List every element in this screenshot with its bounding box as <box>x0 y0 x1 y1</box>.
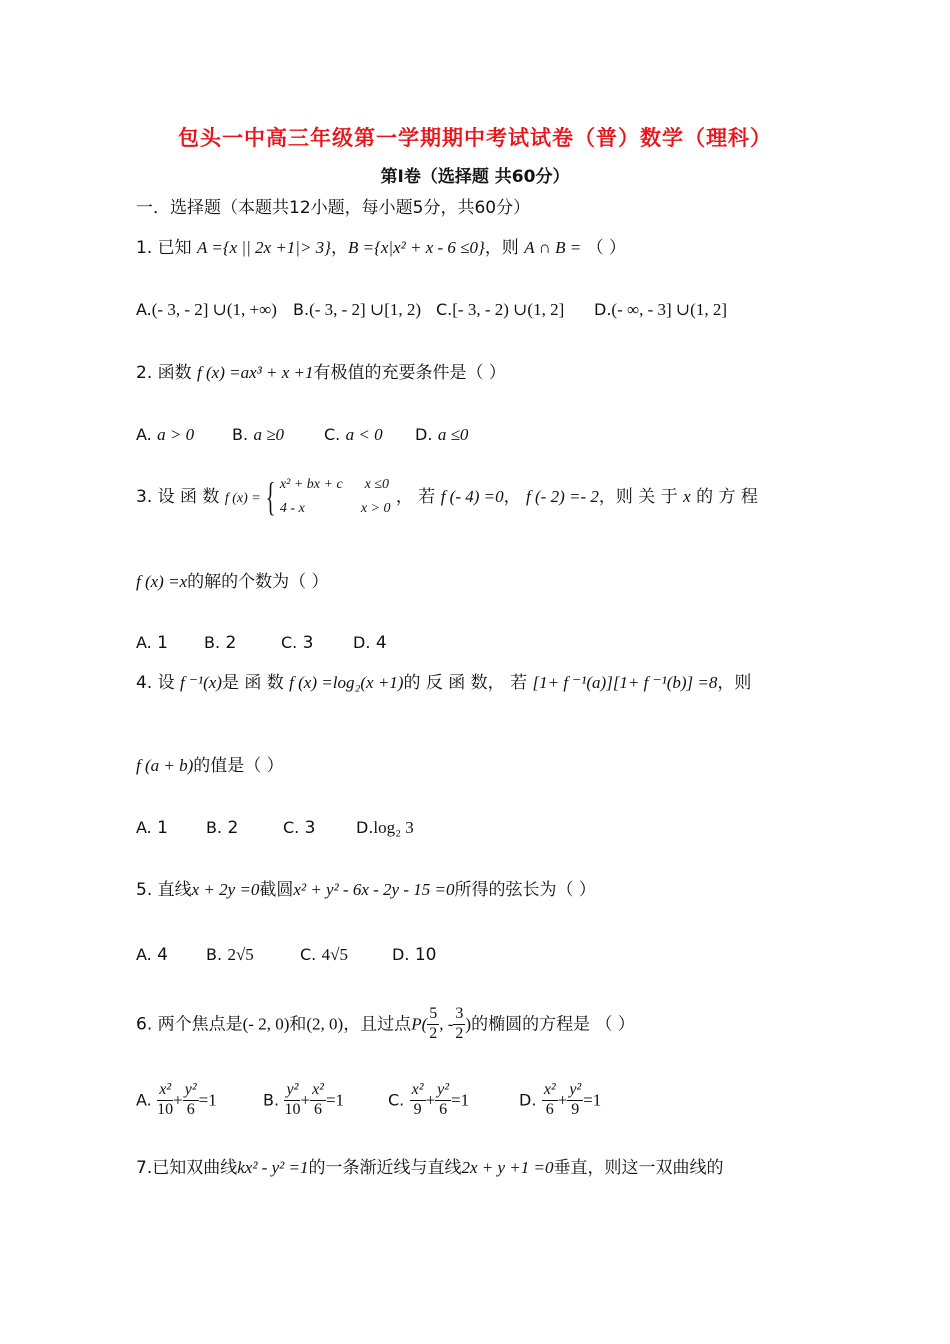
q3-equation: f (x) =x <box>136 572 188 591</box>
option-label: D. <box>392 945 410 964</box>
option-label: C. <box>300 945 317 964</box>
frac-num: x² <box>310 1082 326 1101</box>
q3-mid2: ， <box>503 487 521 507</box>
q4-cond: [1+ f ⁻¹(a)][1+ f ⁻¹(b)] =8 <box>532 673 718 692</box>
frac-eq: =1 <box>583 1090 602 1110</box>
q1-option-c <box>436 300 564 320</box>
q3-mid3: ，则 关 于 <box>598 487 678 507</box>
frac-den: 2 <box>429 1024 438 1042</box>
q5-prefix: 5. 直线 <box>136 880 192 900</box>
q2-suffix: 有极值的充要条件是（ ） <box>313 363 506 383</box>
q3-case2: 4 - x <box>279 501 305 516</box>
q7-suffix: 垂直，则这一双曲线的 <box>553 1158 724 1178</box>
option-label: A. <box>136 425 152 444</box>
q6-prefix: 6. 两个焦点是 <box>136 1014 243 1035</box>
frac-term-2 <box>435 1082 451 1119</box>
option-label: A. <box>136 633 152 652</box>
q5-line: x + 2y =0 <box>191 880 260 899</box>
question-4-cont <box>136 756 284 776</box>
option-label: B. <box>204 633 221 652</box>
frac-num: x² <box>542 1082 558 1101</box>
frac-num: 5 <box>427 1006 439 1025</box>
frac-den: 6 <box>439 1100 448 1118</box>
frac-den: 10 <box>157 1100 174 1118</box>
q3-cond-b: f (- 2) =- 2 <box>526 487 599 506</box>
frac-den: 6 <box>314 1100 323 1118</box>
q1-sep1: ， <box>330 238 348 258</box>
frac-term-1 <box>157 1082 173 1119</box>
option-text: (- ∞, - 3] ∪(1, 2] <box>611 300 727 319</box>
frac-num: 3 <box>453 1006 465 1025</box>
option-label: A. <box>136 300 152 319</box>
option-text: 4√5 <box>321 945 349 964</box>
question-3 <box>136 473 758 521</box>
option-text: [- 3, - 2) ∪(1, 2] <box>452 300 565 319</box>
q4-option-b <box>206 818 238 838</box>
q1-blank: （ ） <box>586 238 626 258</box>
frac-den: 2 <box>455 1024 464 1042</box>
q5-mid: 截圆 <box>259 880 294 900</box>
frac-num: y² <box>183 1082 199 1101</box>
option-label: B. <box>206 818 223 837</box>
exam-title: 包头一中高三年级第一学期期中考试试卷（普）数学（理科） <box>178 126 772 150</box>
frac-term-2 <box>183 1082 199 1119</box>
q4-prefix: 4. 设 <box>136 673 175 693</box>
option-label: D. <box>594 300 612 319</box>
q4-option-d <box>356 818 414 838</box>
frac-eq: =1 <box>198 1090 217 1110</box>
q4-mid2: 的 反 函 数， 若 <box>403 673 528 693</box>
q6-point-head: P( <box>411 1014 428 1034</box>
q4-expr: f (a + b) <box>136 756 194 775</box>
option-label: B. <box>293 300 310 319</box>
q6-suffix: 的椭圆的方程是 （ ） <box>471 1014 635 1035</box>
q6-point-tail: ) <box>465 1014 472 1034</box>
q6-mid: ，且过点 <box>343 1014 412 1035</box>
q3-cond2: x > 0 <box>360 501 391 516</box>
q3-line2-text: 的解的个数为（ ） <box>187 572 329 592</box>
option-text: a ≥0 <box>253 425 285 444</box>
option-label: B. <box>206 945 223 964</box>
option-text: (- 3, - 2] ∪[1, 2) <box>309 300 422 319</box>
q7-hyperbola: kx² - y² =1 <box>237 1158 309 1177</box>
q6-option-b: B. $\frac{\text{y²}}{10}$ + $\frac{\text{x²}}{6}$ =1 <box>263 1081 345 1118</box>
q2-option-c <box>324 425 383 445</box>
option-text: a < 0 <box>345 425 383 444</box>
q3-mid1: ， 若 <box>395 487 436 507</box>
q3-option-d <box>353 633 387 653</box>
q7-line: 2x + y +1 =0 <box>461 1158 554 1177</box>
frac-term-1 <box>542 1082 558 1119</box>
question-2 <box>136 363 506 383</box>
q6-comma: , - <box>439 1014 454 1034</box>
q1-option-a <box>136 300 277 320</box>
option-label: A. <box>136 818 152 837</box>
q1-sep2: ，则 <box>484 238 519 258</box>
q3-cond-a: f (- 4) =0 <box>440 487 504 506</box>
q3-option-c <box>281 633 314 653</box>
q3-option-b <box>204 633 236 653</box>
q1-option-b <box>293 300 421 320</box>
q4-inverse: f ⁻¹(x) <box>180 673 222 692</box>
option-text: a > 0 <box>157 425 195 444</box>
q6-and: 和 <box>289 1014 307 1035</box>
question-7 <box>136 1158 723 1178</box>
q3-func-head: f (x) = <box>224 491 261 506</box>
frac-den: 9 <box>571 1100 580 1118</box>
q6-py-frac <box>453 1006 465 1043</box>
q4-func: f (x) =log₂(x +1) <box>289 673 404 692</box>
question-1 <box>136 238 626 258</box>
frac-eq: =1 <box>325 1090 345 1110</box>
q3-var: x <box>683 487 691 506</box>
option-text: 1 <box>157 633 168 653</box>
q3-prefix: 3. 设 函 数 <box>136 487 220 507</box>
q4-line2-text: 的值是（ ） <box>193 756 284 776</box>
q5-option-a <box>136 945 168 965</box>
q5-option-d <box>392 945 436 965</box>
q5-option-c <box>300 945 348 965</box>
option-label: C. <box>324 425 341 444</box>
option-label: D. <box>356 818 374 837</box>
piecewise-brace: { <box>265 474 276 519</box>
frac-den: 9 <box>413 1100 422 1118</box>
q2-prefix: 2. 函数 <box>136 363 192 383</box>
option-label: D. <box>353 633 371 652</box>
q6-option-d: D. $\frac{\text{x²}}{6}$ + $\frac{\text{y²}}{9}$ =1 <box>519 1081 602 1118</box>
q5-option-b <box>206 945 254 965</box>
q2-option-a <box>136 425 194 445</box>
question-3-cont <box>136 572 329 592</box>
q3-cond1: x ≤0 <box>364 477 390 492</box>
option-text: a ≤0 <box>437 425 469 444</box>
q1-expr: A ∩ B = <box>524 238 582 257</box>
frac-term-1 <box>410 1082 426 1119</box>
option-text: 3 <box>304 818 316 838</box>
frac-num: y² <box>567 1082 583 1101</box>
option-text: (- 3, - 2] ∪(1, +∞) <box>151 300 277 319</box>
q2-func: f (x) =ax³ + x +1 <box>197 363 314 382</box>
q4-option-c <box>283 818 316 838</box>
option-label: C. <box>283 818 300 837</box>
q1-prefix: 1. 已知 <box>136 238 192 258</box>
option-label: A. <box>136 1090 152 1110</box>
option-label: B. <box>263 1090 280 1110</box>
option-text: log₂ 3 <box>373 818 414 837</box>
q3-option-a <box>136 633 168 653</box>
option-label: C. <box>388 1090 405 1110</box>
frac-term-1 <box>284 1082 300 1119</box>
frac-num: x² <box>157 1082 173 1101</box>
option-text: 4 <box>375 633 387 653</box>
q4-tail: ，则 <box>717 673 752 693</box>
q6-focus2: (2, 0) <box>306 1014 344 1034</box>
question-4 <box>136 673 751 693</box>
option-label: D. <box>415 425 433 444</box>
q7-mid: 的一条渐近线与直线 <box>308 1158 462 1178</box>
q4-mid1: 是 函 数 <box>221 673 284 693</box>
option-text: 3 <box>302 633 314 653</box>
q3-tail: 的 方 程 <box>696 487 758 507</box>
frac-num: y² <box>284 1082 300 1101</box>
frac-num: y² <box>435 1082 451 1101</box>
option-text: 4 <box>157 945 168 965</box>
q2-option-d <box>415 425 468 445</box>
option-text: 10 <box>414 945 437 965</box>
q1-set-b: B ={x|x² + x - 6 ≤0} <box>347 238 485 257</box>
option-text: 2√5 <box>227 945 254 964</box>
option-label: C. <box>281 633 298 652</box>
q7-prefix: 7.已知双曲线 <box>136 1158 238 1178</box>
question-5 <box>136 880 596 900</box>
frac-eq: =1 <box>451 1090 470 1110</box>
option-label: C. <box>436 300 453 319</box>
option-text: 2 <box>225 633 237 653</box>
q2-option-b <box>232 425 284 445</box>
q6-option-a: A. $\frac{\text{x²}}{10}$ + $\frac{\text{y²}}{6}$ =1 <box>136 1081 217 1118</box>
exam-subtitle: 第Ⅰ卷（选择题 共60分） <box>380 167 570 187</box>
frac-num: x² <box>410 1082 426 1101</box>
section-heading: 一．选择题（本题共12小题，每小题5分，共60分） <box>136 198 531 218</box>
q3-cases <box>280 473 391 521</box>
frac-term-2 <box>567 1082 583 1119</box>
q5-suffix: 所得的弦长为（ ） <box>454 880 596 900</box>
q3-case1: x² + bx + c <box>279 477 343 492</box>
frac-den: 6 <box>186 1100 195 1118</box>
question-6 <box>136 1006 635 1043</box>
q1-set-a: A ={x || 2x +1|> 3} <box>197 238 331 257</box>
q6-px-frac <box>427 1006 439 1043</box>
option-label: B. <box>232 425 249 444</box>
frac-den: 6 <box>545 1100 554 1118</box>
q4-option-a <box>136 818 168 838</box>
q6-focus1: (- 2, 0) <box>242 1014 290 1034</box>
option-label: A. <box>136 945 152 964</box>
frac-term-2 <box>310 1082 326 1119</box>
frac-den: 10 <box>284 1100 301 1118</box>
option-label: D. <box>519 1090 537 1110</box>
q1-option-d <box>594 300 727 320</box>
option-text: 1 <box>157 818 168 838</box>
q6-option-c: C. $\frac{\text{x²}}{9}$ + $\frac{\text{y²}}{6}$ =1 <box>388 1081 470 1118</box>
option-text: 2 <box>227 818 239 838</box>
q5-circle: x² + y² - 6x - 2y - 15 =0 <box>293 880 455 899</box>
